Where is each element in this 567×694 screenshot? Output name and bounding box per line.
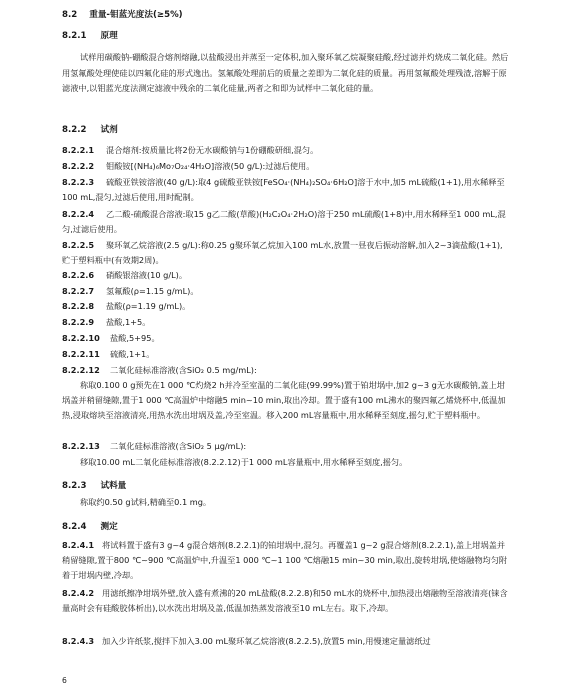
procedure-step: 8.2.4.1 将试料置于盛有3 g~4 g混合熔剂(8.2.2.1)的铂坩埚中,混匀。再覆盖1 g~2 g混合熔剂(8.2.2.1),盖上坩埚盖并稍留缝隙,置于800 ℃~900 ℃高温炉中,升温至1 000 ℃~1 100 ℃熔融15 min~30 min,取出,旋转坩埚,使熔融物均匀附着于坩埚内壁,冷却。	[62, 540, 508, 580]
standard-solution-paragraph: 称取0.100 0 g预先在1 000 ℃灼烧2 h并冷至室温的二氧化硅(99.99%)置于铂坩埚中,加2 g~3 g无水碳酸钠,盖上坩埚盖并稍留缝隙,置于1 000 ℃高温炉中熔融5 min~10 min,取出冷却。置于盛有100 mL沸水的聚四氟乙烯烧杯中,低温加热,浸取熔块至溶液清亮,用热水洗出坩埚及盖,冷至室温。移入200 mL容量瓶中,用水稀释至刻度,摇匀,贮于塑料瓶中。	[62, 380, 506, 420]
reagent-item: 8.2.2.4 乙二酸-硫酸混合溶液:取15 g乙二酸(草酸)(H₂C₂O₄·2H₂O)溶于250 mL硫酸(1+8)中,用水稀释至1 000 mL,混匀,过滤后使用。	[62, 209, 506, 234]
reagent-item: 8.2.2.13 二氧化硅标准溶液(含SiO₂ 5 μg/mL):	[62, 441, 247, 451]
reagent-item: 8.2.2.8 盐酸(ρ=1.19 g/mL)。	[62, 301, 191, 311]
section-heading-8-2-2: 8.2.2 试剂	[62, 125, 118, 135]
reagent-item: 8.2.2.12 二氧化硅标准溶液(含SiO₂ 0.5 mg/mL):	[62, 365, 257, 375]
principle-paragraph: 试样用碳酸钠-硼酸混合熔剂熔融,以盐酸浸出并蒸至一定体积,加入聚环氧乙烷凝聚硅酸,经过滤并灼烧成二氧化硅。然后用氢氟酸处理使硅以四氟化硅的形式逸出。氢氟酸处理前后的质量之差即为二氧化硅的质量。再用氢氟酸处理残渣,溶解于原滤液中,以钼蓝光度法测定滤液中残余的二氧化硅量,两者之和即为试样中二氧化硅的量。	[62, 52, 509, 94]
reagent-item: 8.2.2.9 盐酸,1+5。	[62, 317, 151, 327]
section-heading-8-2-1: 8.2.1 原理	[62, 31, 118, 41]
section-heading-8-2: 8.2 重量-钼蓝光度法(≥5%)	[62, 10, 183, 20]
sample-amount-paragraph: 称取约0.50 g试料,精确至0.1 mg。	[80, 497, 212, 507]
reagent-item: 8.2.2.11 硫酸,1+1。	[62, 349, 155, 359]
reagent-item: 8.2.2.6 硝酸银溶液(10 g/L)。	[62, 270, 188, 280]
reagent-item: 8.2.2.5 聚环氧乙烷溶液(2.5 g/L):称0.25 g聚环氧乙烷加入100 mL水,放置一昼夜后振动溶解,加入2~3滴盐酸(1+1),贮于塑料瓶中(有效期2周)。	[62, 240, 503, 265]
section-heading-8-2-4: 8.2.4 测定	[62, 522, 118, 532]
procedure-step: 8.2.4.2 用滤纸擦净坩埚外壁,放入盛有煮沸的20 mL盐酸(8.2.2.8)和50 mL水的烧杯中,加热浸出熔融物至溶液清亮(铼含量高时会有硅酸胶体析出),以水洗出坩埚及盖,低温加热蒸发溶液至10 mL左右。取下,冷却。	[62, 588, 508, 613]
reagent-item: 8.2.2.3 硫酸亚铁铵溶液(40 g/L):取4 g硫酸亚铁铵[FeSO₄·(NH₄)₂SO₄·6H₂O]溶于水中,加5 mL硫酸(1+1),用水稀释至100 mL,混匀,过滤后使用,用时配制。	[62, 177, 505, 202]
reagent-item: 8.2.2.1 混合熔剂:按质量比将2份无水碳酸钠与1份硼酸研细,混匀。	[62, 145, 319, 155]
procedure-step: 8.2.4.3 加入少许纸浆,搅拌下加入3.00 mL聚环氧乙烷溶液(8.2.2.5),放置5 min,用慢速定量滤纸过	[62, 636, 431, 646]
page-number: 6	[62, 676, 67, 685]
reagent-item: 8.2.2.7 氢氟酸(ρ=1.15 g/mL)。	[62, 286, 199, 296]
reagent-item: 8.2.2.10 盐酸,5+95。	[62, 333, 160, 343]
reagent-item: 8.2.2.2 钼酸铵[(NH₄)₆Mo₇O₂₄·4H₂O]溶液(50 g/L):过滤后使用。	[62, 161, 315, 171]
section-heading-8-2-3: 8.2.3 试料量	[62, 481, 127, 491]
dilute-standard-paragraph: 移取10.00 mL二氧化硅标准溶液(8.2.2.12)于1 000 mL容量瓶中,用水稀释至刻度,摇匀。	[80, 457, 408, 467]
